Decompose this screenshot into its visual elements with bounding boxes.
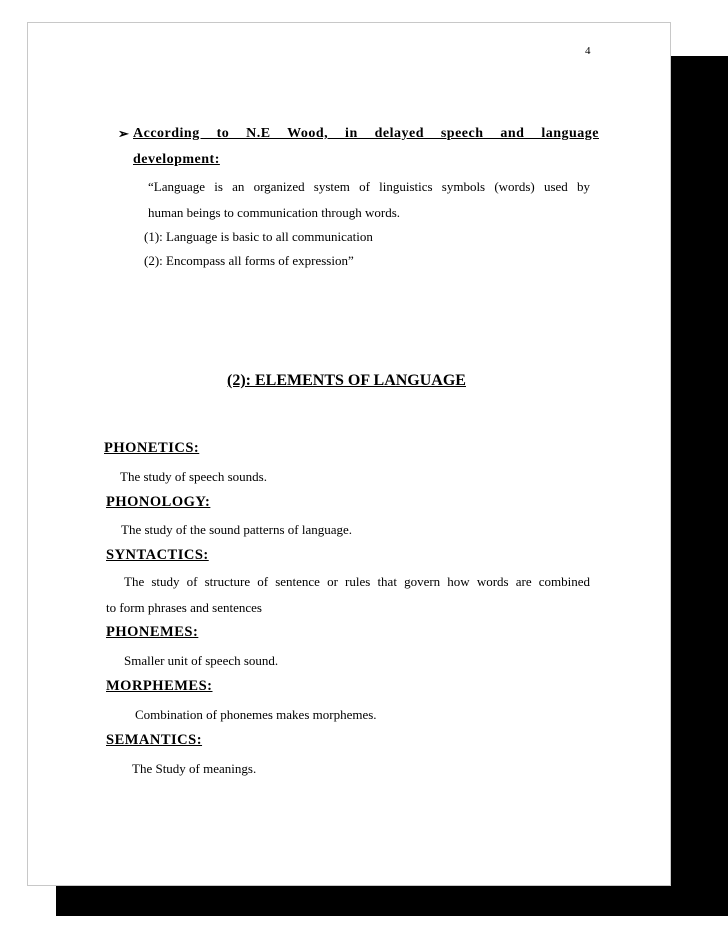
definition-phonetics: The study of speech sounds. (120, 469, 267, 484)
section-title: (2): ELEMENTS OF LANGUAGE (227, 372, 466, 389)
definition-syntactics-line-2: to form phrases and sentences (106, 600, 262, 615)
term-phonetics: PHONETICS: (104, 440, 200, 456)
quote-line-1: “Language is an organized system of linguistics symbols (words) used by (148, 179, 590, 194)
definition-semantics: The Study of meanings. (132, 761, 257, 776)
term-syntactics: SYNTACTICS: (106, 547, 209, 563)
quote-point: (2): Encompass all forms of expression” (144, 253, 354, 268)
bullet-heading-line-1: According to N.E Wood, in delayed speech and language (133, 126, 599, 141)
definition-phonemes: Smaller unit of speech sound. (124, 653, 279, 668)
definition-syntactics (106, 569, 590, 621)
definition-morphemes: Combination of phonemes makes morphemes. (135, 707, 377, 722)
term-semantics: SEMANTICS: (106, 732, 203, 748)
page-number: 4 (585, 45, 591, 57)
term-phonology: PHONOLOGY: (106, 494, 211, 510)
quote-line-2: human beings to communication through words. (148, 205, 401, 220)
document-page (27, 22, 671, 886)
quote-points (144, 225, 373, 273)
arrow-bullet-icon: ➢ (118, 126, 130, 141)
definition-quote (148, 174, 590, 226)
definition-syntactics-line-1: The study of structure of sentence or rules that govern how words are combined (124, 574, 590, 589)
term-phonemes: PHONEMES: (106, 624, 199, 640)
definition-phonology: The study of the sound patterns of language. (121, 522, 353, 537)
term-morphemes: MORPHEMES: (106, 678, 213, 694)
bullet-heading-line-2: development: (133, 152, 220, 167)
bullet-heading (118, 121, 599, 173)
quote-point: (1): Language is basic to all communication (144, 229, 373, 244)
